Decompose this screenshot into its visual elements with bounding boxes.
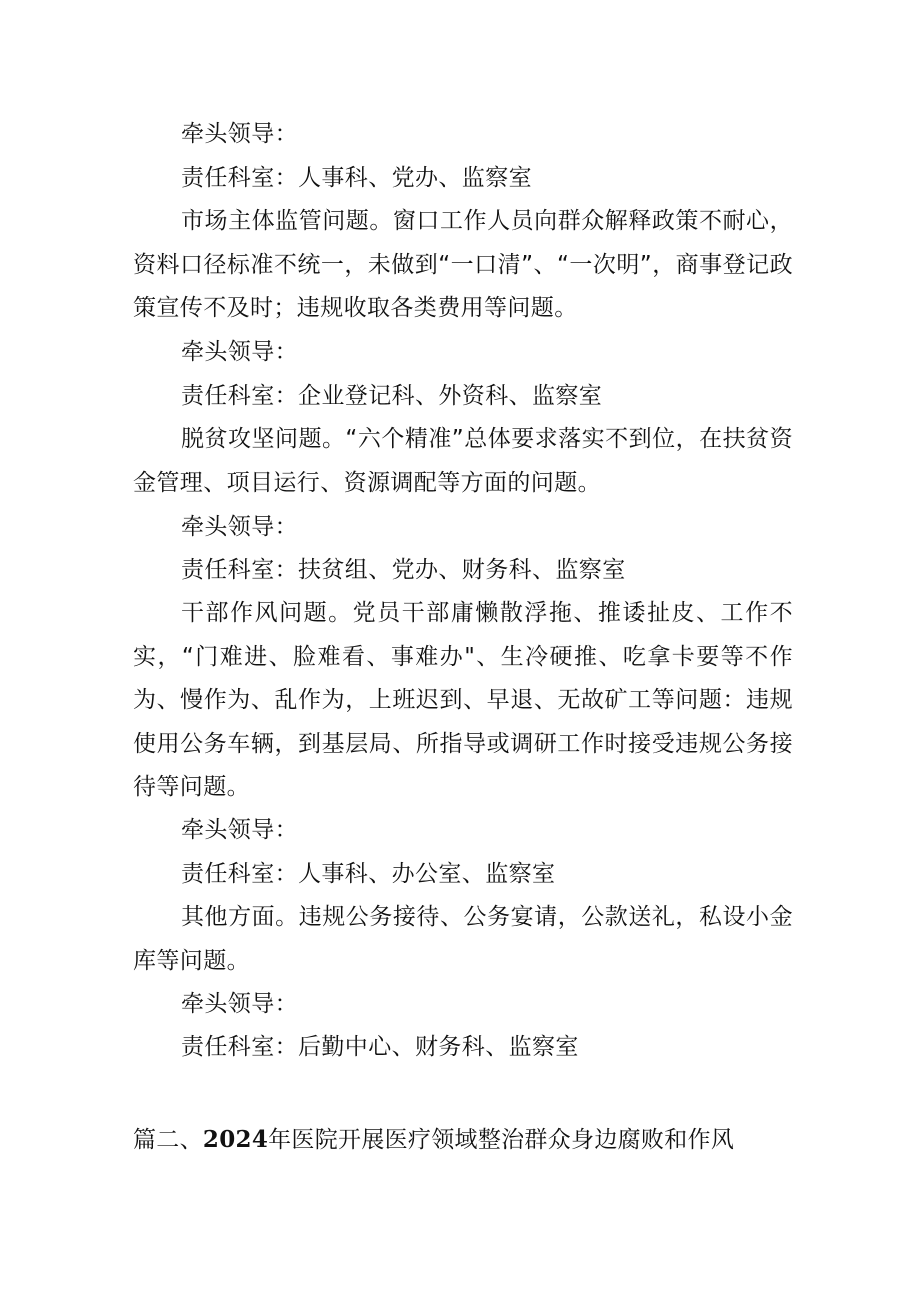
heading-suffix: 年医院开展医疗领域整治群众身边腐败和作风 bbox=[268, 1127, 735, 1153]
paragraph-market-supervision: 市场主体监管问题。窗口工作人员向群众解释政策不耐心，资料口径标准不统一，未做到“一口清”、“一次明”，商事登记政策宣传不及时；违规收取各类费用等问题。 bbox=[133, 208, 793, 321]
paragraph-lead-4: 牵头领导： bbox=[181, 817, 298, 843]
paragraph-cadre-style: 干部作风问题。党员干部庸懒散浮拖、推诿扯皮、工作不实，“门难进、脸难看、事难办"、生冷硬推、吃拿卡要等不作为、慢作为、乱作为，上班迟到、早退、无故矿工等问题：违规使用公务车辆，到基层局、所指导或调研工作时接受违规公务接待等问题。 bbox=[133, 600, 793, 800]
paragraph-lead-5: 牵头领导： bbox=[181, 991, 298, 1017]
paragraph-lead-2: 牵头领导： bbox=[181, 339, 298, 365]
heading-year: 2024 bbox=[202, 1126, 269, 1153]
paragraph-dept-4: 责任科室：人事科、办公室、监察室 bbox=[181, 861, 556, 887]
paragraph-lead-1: 牵头领导： bbox=[181, 121, 298, 147]
heading-prefix: 篇二、 bbox=[133, 1127, 203, 1153]
paragraph-dept-1: 责任科室：人事科、党办、监察室 bbox=[181, 165, 532, 191]
paragraph-lead-3: 牵头领导： bbox=[181, 514, 298, 540]
paragraph-poverty-alleviation: 脱贫攻坚问题。“六个精准”总体要求落实不到位，在扶贫资金管理、项目运行、资源调配等方面的问题。 bbox=[133, 426, 793, 496]
paragraph-other-aspects: 其他方面。违规公务接待、公务宴请，公款送礼，私设小金库等问题。 bbox=[133, 904, 793, 974]
paragraph-dept-2: 责任科室：企业登记科、外资科、监察室 bbox=[181, 383, 603, 409]
paragraph-dept-5: 责任科室：后勤中心、财务科、监察室 bbox=[181, 1034, 579, 1060]
section-heading bbox=[133, 1118, 833, 1162]
paragraph-dept-3: 责任科室：扶贫组、党办、财务科、监察室 bbox=[181, 557, 626, 583]
